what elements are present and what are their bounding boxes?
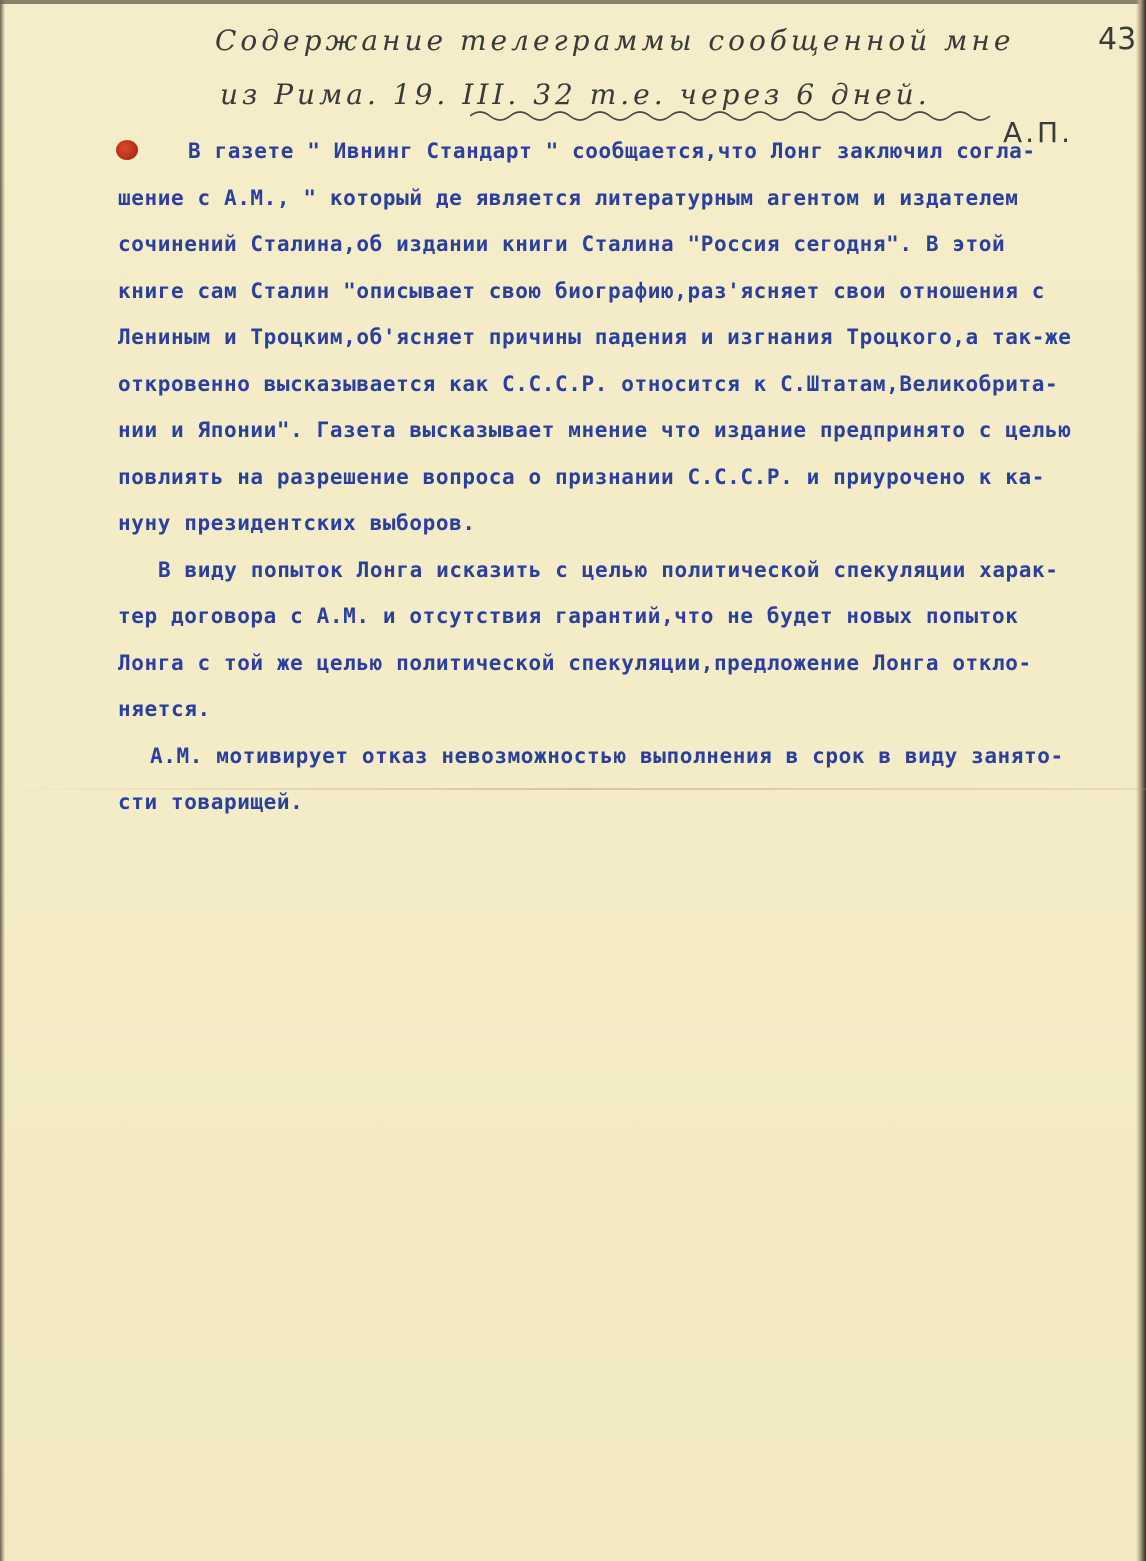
page-number: 43 xyxy=(1098,22,1137,57)
handwritten-header-line-1: Содержание телеграммы сообщенной мне xyxy=(215,24,1015,57)
text-line: сти товарищей. xyxy=(118,790,304,814)
text-line: нуну президентских выборов. xyxy=(118,511,476,535)
text-line: нии и Японии". Газета высказывает мнение что издание предпринято с целью xyxy=(118,418,1072,442)
paragraph-2 xyxy=(118,555,1098,741)
text-line: откровенно высказывается как С.С.С.Р. относится к С.Штатам,Великобрита- xyxy=(118,371,1059,396)
page-left-edge xyxy=(0,0,5,1561)
text-line: тер договора с А.М. и отсутствия гарантий,что не будет новых попыток xyxy=(118,604,1019,628)
text-line: В газете " Ивнинг Стандарт " сообщается,что Лонг заключил согла- xyxy=(188,139,1036,163)
paragraph-3 xyxy=(118,741,1098,834)
text-line: няется. xyxy=(118,697,211,721)
handwritten-underline xyxy=(470,108,1010,124)
text-line: шение с А.М., " который де является литературным агентом и издателем xyxy=(118,185,1019,210)
handwritten-initials: А.П. xyxy=(1003,116,1074,149)
text-line: В виду попыток Лонга исказить с целью политической спекуляции харак- xyxy=(158,557,1059,582)
typed-body xyxy=(118,136,1098,834)
text-line: книге сам Сталин "описывает свою биографию,раз'ясняет свои отношения с xyxy=(118,278,1046,303)
paragraph-1 xyxy=(118,136,1098,555)
handwritten-header-line-2: из Рима. 19. III. 32 т.е. через 6 дней. xyxy=(220,78,931,111)
text-line: сочинений Сталина,об издании книги Сталина "Россия сегодня". В этой xyxy=(118,232,1006,256)
text-line: повлиять на разрешение вопроса о признании С.С.С.Р. и приурочено к ка- xyxy=(118,464,1046,489)
page-right-edge xyxy=(1136,0,1146,1561)
text-line: Лениным и Троцким,об'ясняет причины падения и изгнания Троцкого,а так-же xyxy=(118,325,1072,349)
page-top-edge xyxy=(0,0,1146,4)
text-line: А.М. мотивирует отказ невозможностью выполнения в срок в виду занято- xyxy=(150,743,1064,768)
text-line: Лонга с той же целью политической спекуляции,предложение Лонга откло- xyxy=(118,650,1032,675)
